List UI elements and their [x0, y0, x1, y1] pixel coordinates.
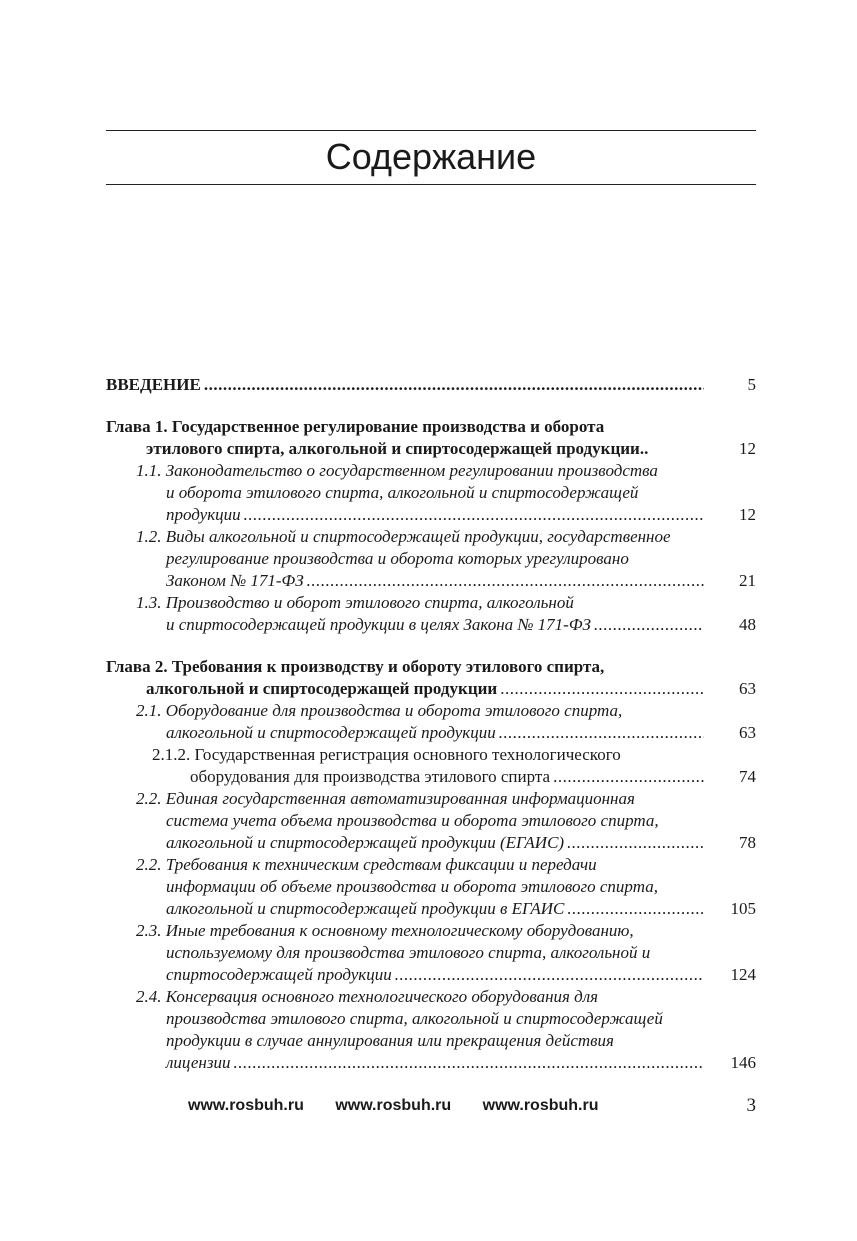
toc-entry-line: продукции: [166, 505, 241, 524]
toc-entry-line: алкогольной и спиртосодержащей продукции (ЕГАИС): [166, 833, 565, 852]
toc-page-number: 124: [730, 965, 756, 984]
page-footer: [106, 1094, 756, 1118]
dot-leader: [553, 766, 704, 788]
title-top-rule: [106, 130, 756, 131]
toc-entry-line: Глава 2. Требования к производству и обороту этилового спирта,: [106, 657, 605, 676]
toc-entry-line: 2.2. Единая государственная автоматизированная информационная: [136, 789, 635, 808]
toc-entry-line: алкогольной и спиртосодержащей продукции: [166, 723, 496, 742]
footer-links: [188, 1094, 625, 1118]
toc-page-number: 63: [739, 679, 756, 698]
toc-entry-section-2-2-egais[interactable]: [106, 788, 756, 854]
toc-entry-line: лицензии: [166, 1053, 231, 1072]
dot-leader: [594, 614, 704, 636]
dot-leader: [499, 722, 704, 744]
toc-page-number: 21: [739, 571, 756, 590]
toc-entry-line: и оборота этилового спирта, алкогольной и спиртосодержащей: [166, 483, 639, 502]
toc-entry-line: 1.1. Законодательство о государственном регулировании производства: [136, 461, 658, 480]
dot-leader: [204, 374, 704, 396]
toc-entry-line: система учета объема производства и оборота этилового спирта,: [166, 811, 659, 830]
toc-entry-line: спиртосодержащей продукции: [166, 965, 392, 984]
toc-entry-line: алкогольной и спиртосодержащей продукции в ЕГАИС: [166, 899, 565, 918]
toc-page-number: 105: [730, 899, 756, 918]
toc-entry-section-1-3[interactable]: [106, 592, 756, 636]
toc-entry-line: алкогольной и спиртосодержащей продукции: [146, 679, 498, 698]
title-bottom-rule: [106, 184, 756, 185]
toc-entry-section-1-1[interactable]: [106, 460, 756, 526]
toc-page-number: 48: [739, 615, 756, 634]
toc-entry-line: 1.3. Производство и оборот этилового спирта, алкогольной: [136, 593, 574, 612]
page-number: 3: [746, 1095, 756, 1116]
toc-entry-line: 1.2. Виды алкогольной и спиртосодержащей продукции, государственное: [136, 527, 671, 546]
toc-entry-intro[interactable]: [106, 374, 756, 396]
dot-leader: [567, 898, 704, 920]
toc-page-number: 146: [730, 1053, 756, 1072]
toc-page-number: 12: [739, 439, 756, 458]
toc-page-number: 5: [747, 375, 756, 394]
toc-entry-line: и спиртосодержащей продукции в целях Закона № 171-ФЗ: [166, 615, 591, 634]
toc-entry-section-1-2[interactable]: [106, 526, 756, 592]
toc-entry-line: 2.1. Оборудование для производства и оборота этилового спирта,: [136, 701, 623, 720]
footer-link[interactable]: www.rosbuh.ru: [482, 1097, 599, 1114]
toc-entry-line: 2.3. Иные требования к основному технологическому оборудованию,: [136, 921, 634, 940]
dot-leader: [395, 964, 704, 986]
footer-link[interactable]: www.rosbuh.ru: [335, 1097, 452, 1114]
dot-leader: [500, 678, 704, 700]
toc-entry-line: 2.1.2. Государственная регистрация основного технологического: [152, 745, 621, 764]
toc-entry-section-2-4[interactable]: [106, 986, 756, 1074]
toc-entry-label: ВВЕДЕНИЕ: [106, 375, 201, 394]
toc-page-number: 78: [739, 833, 756, 852]
toc-entry-line: Глава 1. Государственное регулирование производства и оборота: [106, 417, 605, 436]
toc-entry-line: продукции в случае аннулирования или прекращения действия: [166, 1031, 614, 1050]
toc-entry-chapter-2[interactable]: [106, 656, 756, 700]
dot-leader: [233, 1052, 704, 1074]
toc-entry-line: регулирование производства и оборота которых урегулировано: [166, 549, 629, 568]
toc-entry-section-2-1-2[interactable]: [106, 744, 756, 788]
dot-leader: [244, 504, 704, 526]
table-of-contents: [106, 374, 756, 1074]
toc-page-number: 12: [739, 505, 756, 524]
toc-page-number: 63: [739, 723, 756, 742]
toc-entry-section-2-1[interactable]: [106, 700, 756, 744]
toc-entry-chapter-1[interactable]: [106, 416, 756, 460]
toc-entry-section-2-3[interactable]: [106, 920, 756, 986]
toc-entry-line: производства этилового спирта, алкогольной и спиртосодержащей: [166, 1009, 663, 1028]
toc-entry-line: этилового спирта, алкогольной и спиртосодержащей продукции..: [146, 439, 649, 458]
dot-leader: [307, 570, 704, 592]
toc-entry-line: оборудования для производства этилового спирта: [190, 767, 551, 786]
toc-entry-line: 2.4. Консервация основного технологического оборудования для: [136, 987, 599, 1006]
dot-leader: [567, 832, 704, 854]
toc-entry-line: информации об объеме производства и оборота этилового спирта,: [166, 877, 658, 896]
toc-entry-line: 2.2. Требования к техническим средствам фиксации и передачи: [136, 855, 597, 874]
toc-entry-line: используемому для производства этилового спирта, алкогольной и: [166, 943, 651, 962]
toc-entry-section-2-2-requirements[interactable]: [106, 854, 756, 920]
footer-link[interactable]: www.rosbuh.ru: [188, 1097, 304, 1114]
toc-page-number: 74: [739, 767, 756, 786]
page-title: Содержание: [325, 136, 537, 177]
toc-entry-line: Законом № 171-ФЗ: [166, 571, 304, 590]
